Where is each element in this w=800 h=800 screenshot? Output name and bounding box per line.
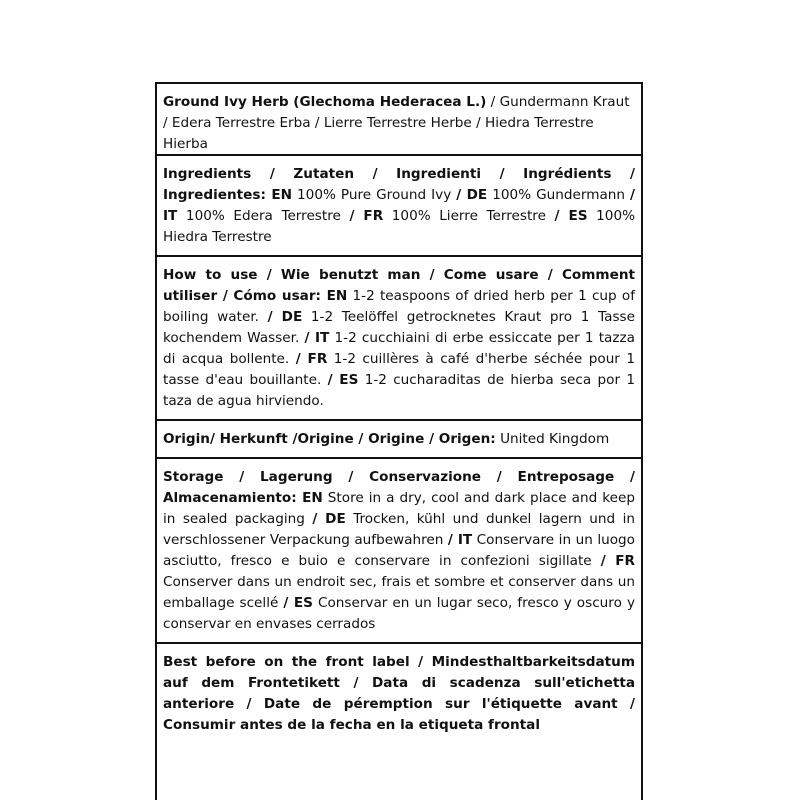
storage-es: Conservar en un lugar seco, fresco y oscuro y conservar en envases cerrados [163,595,635,632]
best-before-text: Best before on the front label / Mindesthaltbarkeitsdatum auf dem Frontetikett / Data di scadenza sull'etichetta anteriore / Date de péremption sur l'étiquette avant / Consumir antes de la fecha en la etiqueta frontal [163,654,635,733]
origin-value: United Kingdom [495,431,610,447]
usage-fr: 1-2 cuillères à café d'herbe séchée pour 1 tasse d'eau bouillante. [163,351,636,388]
lang-code-fr: / FR [349,208,384,224]
usage-section [157,257,641,421]
lang-code-fr: / FR [295,351,328,367]
storage-en: Store in a dry, cool and dark place and keep in sealed packaging [163,490,635,527]
ingredients-heading: Ingredients / Zutaten / Ingredienti / Ingrédients / Ingredientes: [163,166,635,203]
lang-code-it: / IT [163,187,635,224]
ingredients-es: 100% Hiedra Terrestre [163,208,636,245]
ingredients-fr: 100% Lierre Terrestre [383,208,555,224]
usage-en: 1-2 teaspoons of dried herb per 1 cup of boiling water. [163,288,636,325]
storage-it: Conservare in un luogo asciutto, fresco e buio e conservare in confezioni sigillate [163,532,635,569]
ingredients-it: 100% Edera Terrestre [177,208,350,224]
storage-fr: Conserver dans un endroit sec, frais et sombre et conserver dans un emballage scellé [163,574,635,611]
best-before-section [157,644,641,743]
ingredients-en: 100% Pure Ground Ivy [292,187,457,203]
storage-de: Trocken, kühl und dunkel lagern und in verschlossener Verpackung aufbewahren [163,511,635,548]
storage-section [157,459,641,644]
usage-it: 1-2 cucchiaini di erbe essiccate per 1 tazza di acqua bollente. [163,330,635,367]
lang-code-de: / DE [267,309,303,325]
lang-code-de: / DE [312,511,346,527]
lang-code-fr: / FR [600,553,635,569]
lang-code-it: / IT [447,532,473,548]
product-name-section [157,84,641,156]
product-name-translations: / Gundermann Kraut / Edera Terrestre Erba / Lierre Terrestre Herbe / Hiedra Terrestre Hierba [163,94,630,152]
storage-heading: Storage / Lagerung / Conservazione / Entreposage / Almacenamiento: [163,469,635,506]
lang-code-en: EN [320,288,348,304]
ingredients-de: 100% Gundermann [487,187,631,203]
origin-section [157,421,641,459]
lang-code-it: / IT [304,330,330,346]
product-name: Ground Ivy Herb (Glechoma Hederacea L.) [163,94,487,110]
usage-es: 1-2 cucharaditas de hierba seca por 1 taza de agua hirviendo. [163,372,635,409]
usage-heading: How to use / Wie benutzt man / Come usare / Comment utiliser / Cómo usar: [163,267,635,304]
lang-code-en: EN [265,187,293,203]
origin-heading: Origin/ Herkunft /Origine / Origine / Origen: [163,431,496,447]
product-label [155,82,643,800]
ingredients-section [157,156,641,257]
lang-code-es: / ES [554,208,588,224]
lang-code-es: / ES [283,595,313,611]
usage-de: 1-2 Teelöffel getrocknetes Kraut pro 1 Tasse kochendem Wasser. [163,309,635,346]
lang-code-de: / DE [456,187,488,203]
lang-code-en: EN [296,490,323,506]
lang-code-es: / ES [327,372,359,388]
